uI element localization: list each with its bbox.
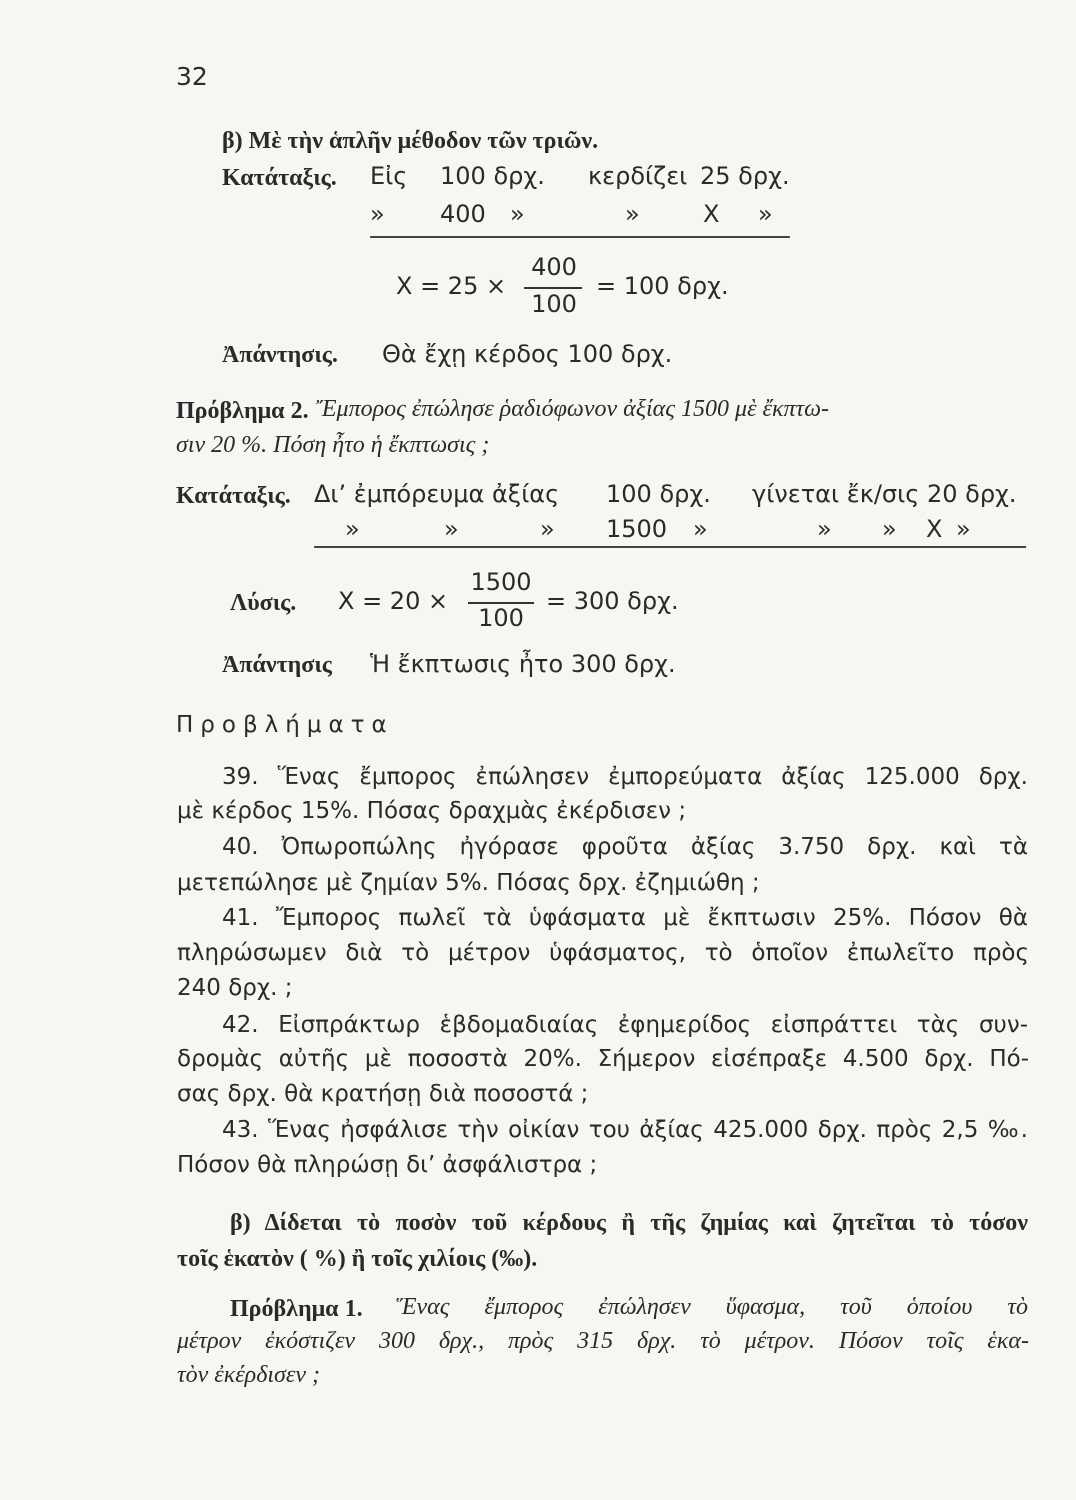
arr2-r2-c2: » [444, 515, 459, 543]
arr1-r2-c2: 400 [440, 200, 486, 228]
arr2-r1-c2: 100 δρχ. [606, 480, 711, 508]
solution2-numerator: 1500 [470, 568, 532, 596]
solution2-label: Λύσις. [230, 590, 297, 616]
arr2-r1-c1: Δι’ ἐμπόρευμα ἀξίας [314, 480, 560, 508]
exercise-41-line3: 240 δρχ. ; [177, 975, 293, 1001]
problem2-label: Πρόβλημα 2. [176, 398, 309, 424]
arr2-r2-c9: » [956, 515, 971, 543]
formula1-lhs: X = 25 × [396, 272, 507, 300]
section-b2-line2: τοῖς ἑκατὸν ( %) ἢ τοῖς χιλίοις (‰). [177, 1246, 538, 1272]
exercise-43-line2: Πόσον θὰ πληρώσῃ δι’ ἀσφάλιστρα ; [177, 1152, 598, 1178]
problems-heading: Προβλήματα [176, 712, 394, 738]
arr2-r2-c8: X [926, 515, 943, 543]
section-b-title: β) Μὲ τὴν ἁπλῆν μέθοδον τῶν τριῶν. [222, 128, 599, 154]
formula1-fraction-bar [524, 287, 582, 289]
formula1-denominator: 100 [531, 290, 577, 318]
page-number: 32 [176, 62, 208, 91]
arr1-r1-c1: Εἰς [370, 162, 408, 190]
arrangement1-rule [370, 236, 790, 238]
arr2-r2-c1: » [345, 515, 360, 543]
solution2-lhs: X = 20 × [338, 587, 449, 615]
exercise-41-line1: 41. Ἔμπορος πωλεῖ τὰ ὑφάσματα μὲ ἔκπτωσιν 25%. Πόσον θὰ [222, 905, 1028, 931]
exercise-39-line1: 39. Ἕνας ἔμπορος ἐπώλησεν ἐμπορεύματα ἀξίας 125.000 δρχ. [222, 764, 1028, 790]
arr2-r2-c5: » [693, 515, 708, 543]
arr2-r2-c6: » [817, 515, 832, 543]
arr1-r2-c6: » [758, 200, 773, 228]
arr2-r2-c4: 1500 [606, 515, 668, 543]
answer2-label: Ἀπάντησις [222, 652, 332, 678]
solution2-rhs: = 300 δρχ. [546, 587, 679, 615]
exercise-42-line1: 42. Εἰσπράκτωρ ἑβδομαδιαίας ἐφημερίδος εἰσπράττει τὰς συν- [222, 1012, 1028, 1038]
answer1-label: Ἀπάντησις. [222, 342, 338, 368]
problem1b-line1: Ἕνας ἔμπορος ἐπώλησεν ὕφασμα, τοῦ ὁποίου τὸ [396, 1294, 1028, 1320]
exercise-40-line1: 40. Ὀπωροπώλης ἠγόρασε φροῦτα ἀξίας 3.750 δρχ. καὶ τὰ [222, 834, 1028, 860]
exercise-41-line2: πληρώσωμεν διὰ τὸ μέτρον ὑφάσματος, τὸ ὁποῖον ἐπωλεῖτο πρὸς [177, 940, 1029, 966]
problem1b-line2: μέτρον ἐκόστιζεν 300 δρχ., πρὸς 315 δρχ. τὸ μέτρον. Πόσον τοῖς ἑκα- [177, 1328, 1029, 1354]
solution2-denominator: 100 [478, 604, 524, 632]
arr1-r1-c3: κερδίζει [588, 162, 688, 190]
arr1-r2-c4: » [625, 200, 640, 228]
exercise-39-line2: μὲ κέρδος 15%. Πόσας δραχμὰς ἐκέρδισεν ; [177, 798, 687, 824]
exercise-40-line2: μετεπώλησε μὲ ζημίαν 5%. Πόσας δρχ. ἐζημιώθη ; [177, 870, 760, 896]
arr1-r2-c5: X [703, 200, 720, 228]
arr1-r1-c2: 100 δρχ. [440, 162, 545, 190]
formula1-numerator: 400 [531, 253, 577, 281]
exercise-42-line2: δρομὰς αὐτῆς μὲ ποσοστὰ 20%. Σήμερον εἰσέπραξε 4.500 δρχ. Πό- [177, 1046, 1029, 1072]
arrangement1-label: Κατάταξις. [222, 165, 337, 191]
exercise-43-line1: 43. Ἕνας ἠσφάλισε τὴν οἰκίαν του ἀξίας 425.000 δρχ. πρὸς 2,5 ‰. [222, 1117, 1028, 1143]
problem1b-line3: τὸν ἐκέρδισεν ; [177, 1362, 320, 1388]
arr2-r2-c3: » [540, 515, 555, 543]
section-b2-line1: β) Δίδεται τὸ ποσὸν τοῦ κέρδους ἢ τῆς ζημίας καὶ ζητεῖται τὸ τόσον [230, 1210, 1028, 1236]
arr2-r1-c3: γίνεται ἔκ/σις 20 δρχ. [752, 480, 1017, 508]
answer1-text: Θὰ ἔχῃ κέρδος 100 δρχ. [382, 340, 673, 368]
arr1-r1-c4: 25 δρχ. [700, 162, 790, 190]
problem2-line1: Ἔμπορος ἐπώλησε ῥαδιόφωνον ἀξίας 1500 μὲ ἔκπτω- [316, 396, 830, 422]
arr2-r2-c7: » [882, 515, 897, 543]
arr1-r2-c1: » [370, 200, 385, 228]
answer2-text: Ἡ ἔκπτωσις ἦτο 300 δρχ. [370, 650, 676, 678]
arr1-r2-c3: » [510, 200, 525, 228]
exercise-42-line3: σας δρχ. θὰ κρατήσῃ διὰ ποσοστά ; [177, 1081, 589, 1107]
arrangement2-label: Κατάταξις. [176, 483, 291, 509]
arrangement2-rule [314, 546, 1026, 548]
formula1-rhs: = 100 δρχ. [596, 272, 729, 300]
problem1b-label: Πρόβλημα 1. [230, 1296, 363, 1322]
problem2-line2: σιν 20 %. Πόση ἦτο ἡ ἔκπτωσις ; [176, 432, 490, 458]
